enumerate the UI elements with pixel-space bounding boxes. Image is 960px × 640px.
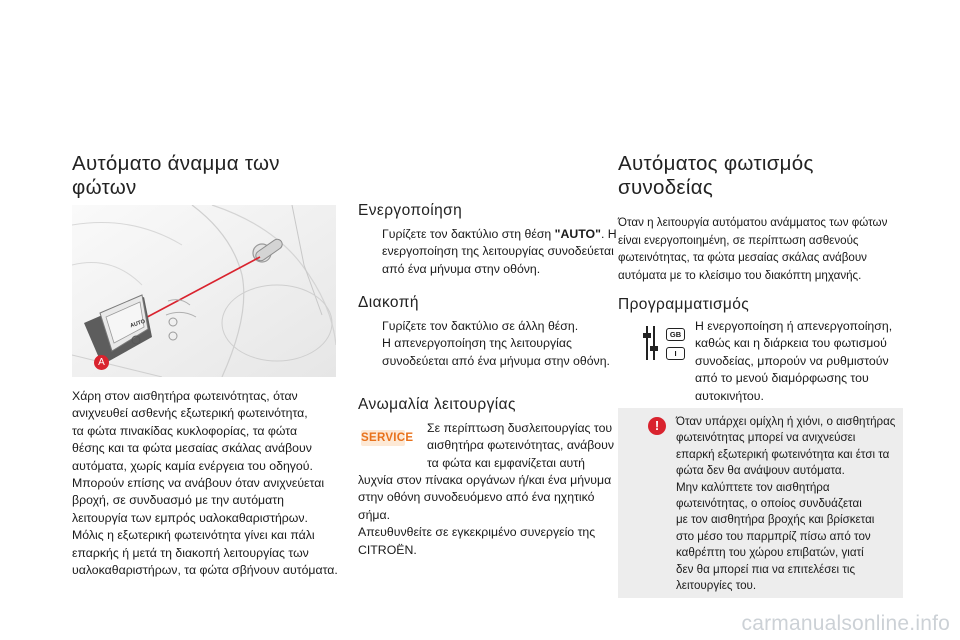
left-body-line: Χάρη στον αισθητήρα φωτεινότητας, όταν: [72, 389, 298, 403]
language-i-label: I: [666, 347, 685, 360]
lighting-stalk-illustration: [72, 205, 336, 377]
right-title-line2: συνοδείας: [618, 176, 714, 199]
auto-position-label: "AUTO": [554, 227, 601, 241]
left-body-line: τα φώτα πινακίδας κυκλοφορίας, τα φώτα: [72, 423, 298, 438]
right-intro-text: [618, 214, 908, 285]
warning-line: στο μέσο του παρμπρίζ πίσω από τον: [676, 529, 871, 543]
malfunction-line: λυχνία στον πίνακα οργάνων ή/και ένα μήνυμα: [358, 473, 612, 487]
programming-line: από το μενού διαμόρφωσης του: [695, 371, 869, 386]
warning-line: φωτεινότητας μπορεί να ανιχνεύσει: [676, 431, 856, 445]
left-body-line: λειτουργία των εμπρός υαλοκαθαριστήρων.: [72, 510, 308, 525]
language-gb-label: GB: [666, 328, 685, 341]
left-body-text: [72, 388, 347, 579]
right-title: [618, 152, 814, 200]
programming-line: συνοδείας, μπορούν να ρυθμιστούν: [695, 353, 889, 368]
activation-line1-pre: Γυρίζετε τον δακτύλιο στη θέση: [382, 227, 555, 241]
malfunction-heading: Ανωμαλία λειτουργίας: [358, 396, 516, 413]
service-label: SERVICE: [361, 432, 414, 444]
left-body-line: βροχή, σε συνδυασμό με την αυτόματη: [72, 493, 284, 508]
programming-text: [695, 318, 910, 405]
malfunction-line: σήμα.: [358, 507, 391, 522]
activation-text: [358, 226, 620, 278]
left-body-line: ανιχνευθεί ασθενής εξωτερική φωτεινότητα,: [72, 406, 308, 421]
warning-text: [676, 414, 900, 594]
activation-line: ενεργοποίηση της λειτουργίας συνοδεύεται: [382, 244, 614, 259]
service-warning-lamp: [361, 430, 414, 446]
warning-line: καθρέπτη του χώρου επιβατών, γιατί: [676, 546, 864, 560]
programming-line: καθώς και η διάρκεια του φωτισμού: [695, 336, 887, 351]
left-body-line: υαλοκαθαριστήρων, τα φώτα σβήνουν αυτόματα.: [72, 563, 338, 578]
watermark-text: carmanualsonline.info: [741, 612, 950, 635]
stalk-auto-label: AUTO: [129, 318, 147, 330]
stalk-drawing: [72, 205, 336, 377]
warning-line: Μην καλύπτετε τον αισθητήρα: [676, 480, 830, 494]
left-body-line: επαρκής ή μετά τη διακοπή λειτουργίας των: [72, 545, 309, 560]
malfunction-line: CITROËN.: [358, 542, 417, 557]
intro-line: είναι ενεργοποιημένη, σε περίπτωση ασθενούς: [618, 233, 859, 247]
left-body-line: θέσης και τα φώτα μεσαίας σκάλας ανάβουν: [72, 441, 312, 456]
left-title-line1: Αυτόματο άναμμα των: [72, 152, 280, 175]
left-body-line: Μπορούν επίσης να ανάβουν όταν ανιχνεύεται: [72, 476, 325, 491]
stop-heading: Διακοπή: [358, 294, 419, 311]
stop-line: Η απενεργοποίηση της λειτουργίας: [382, 336, 572, 351]
programming-line: αυτοκινήτου.: [695, 388, 764, 403]
stop-text: [358, 318, 620, 370]
warning-line: επαρκή εξωτερική φωτεινότητα και έτσι τα: [676, 447, 890, 461]
right-title-line1: Αυτόματος φωτισμός: [618, 152, 814, 175]
warning-line: φωτεινότητας, ο οποίος συνδυάζεται: [676, 497, 862, 511]
intro-line: αυτόματα με το κλείσιμο του διακόπτη μηχανής.: [618, 269, 862, 283]
programming-heading: Προγραμματισμός: [618, 296, 750, 313]
warning-line: Όταν υπάρχει ομίχλη ή χιόνι, ο αισθητήρας: [676, 415, 896, 428]
activation-line1-post: . Η: [600, 227, 617, 241]
settings-menu-icon: [642, 324, 688, 362]
malfunction-line: Απευθυνθείτε σε εγκεκριμένο συνεργείο της: [358, 525, 596, 540]
marker-a-badge: A: [94, 355, 109, 370]
malfunction-line: αισθητήρα φωτεινότητας, ανάβουν: [427, 438, 615, 453]
malfunction-line: στην οθόνη συνοδευόμενο από ένα ηχητικό: [358, 490, 595, 505]
intro-line: Όταν η λειτουργία αυτόματου ανάμματος των φώτων: [618, 216, 888, 229]
left-body-line: Μόλις η εξωτερική φωτεινότητα γίνει και πάλι: [72, 528, 315, 543]
malfunction-side-text: [427, 420, 627, 472]
stop-line: Γυρίζετε τον δακτύλιο σε άλλη θέση.: [382, 319, 579, 333]
left-title: [72, 152, 280, 200]
warning-box: [618, 408, 903, 598]
warning-icon: !: [648, 417, 666, 435]
malfunction-line: τα φώτα και εμφανίζεται αυτή: [427, 455, 585, 470]
warning-line: δεν θα μπορεί πια να επιτελέσει τις: [676, 562, 856, 576]
intro-line: φωτεινότητας, τα φώτα μεσαίας σκάλας ανάβουν: [618, 251, 867, 265]
left-title-line2: φώτων: [72, 176, 137, 199]
malfunction-text: [358, 472, 628, 559]
malfunction-line: Σε περίπτωση δυσλειτουργίας του: [427, 421, 613, 435]
warning-line: με τον αισθητήρα βροχής και βρίσκεται: [676, 513, 875, 527]
activation-line: [382, 226, 620, 243]
activation-line: από ένα μήνυμα στην οθόνη.: [382, 261, 541, 276]
programming-line: Η ενεργοποίηση ή απενεργοποίηση,: [695, 319, 893, 333]
warning-line: λειτουργίες του.: [676, 579, 757, 593]
left-body-line: αυτόματα, χωρίς καμία ενέργεια του οδηγού.: [72, 458, 313, 473]
stop-line: συνοδεύεται από ένα μήνυμα στην οθόνη.: [382, 353, 610, 368]
warning-line: φώτα δεν θα ανάψουν αυτόματα.: [676, 464, 845, 478]
activation-heading: Ενεργοποίηση: [358, 202, 463, 219]
